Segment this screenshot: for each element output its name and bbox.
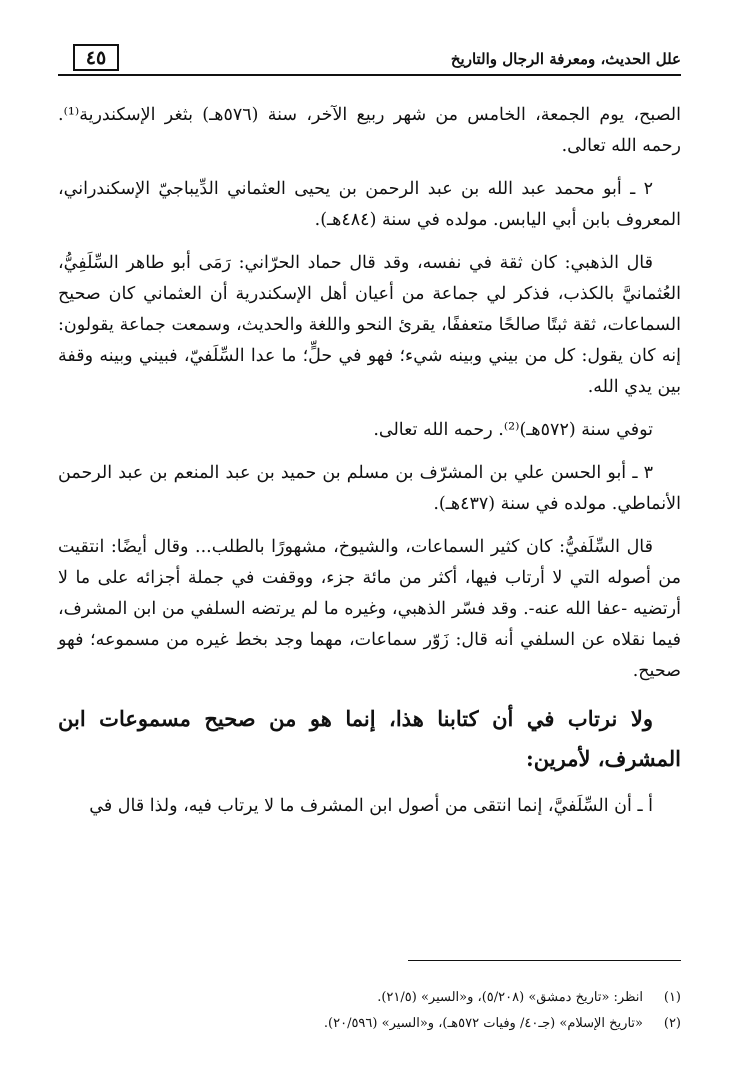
paragraph-biography-3: ٣ ـ أبو الحسن علي بن المشرّف بن مسلم بن حميد بن عبد المنعم بن عبد الرحمن الأنماطي. مولده في سنة (٤٣٧هـ). xyxy=(58,463,681,514)
footnote-item xyxy=(58,1011,681,1037)
paragraph-dhahabi-quote: قال الذهبي: كان ثقة في نفسه، وقد قال حماد الحرّاني: رَمَى أبو طاهر السِّلَفِيُّ، العُثمانيَّ بالكذب، فذكر لي جماعة من أعيان أهل الإسكندرية أن العثماني كان صحيح السماعات، ثقة ثبتًا صالحًا متعففًا، يقرئ النحو واللغة والحديث، وسمعت جماعة يقولون: إنه كان يقول: كل من بيني وبينه شيء؛ فهو في حلٍّ؛ ما عدا السِّلَفيّ، فبيني وبينه وقفة بين يدي الله. xyxy=(58,253,681,397)
paragraph-death-date: الصبح، يوم الجمعة، الخامس من شهر ربيع الآخر، سنة (٥٧٦هـ) بثغر الإسكندرية⁽¹⁾. رحمه الله تعالى. xyxy=(58,105,681,156)
footnote-number: (١) xyxy=(663,990,681,1005)
paragraph-bold-statement: ولا نرتاب في أن كتابنا هذا، إنما هو من صحيح مسموعات ابن المشرف، لأمرين: xyxy=(58,706,681,771)
paragraph-reason-a: أ ـ أن السِّلَفيَّ، إنما انتقى من أصول ابن المشرف ما لا يرتاب فيه، ولذا قال في xyxy=(89,796,653,816)
page-number: ٤٥ xyxy=(73,44,119,71)
footnotes xyxy=(58,985,681,1037)
footnote-number: (٢) xyxy=(663,1016,681,1031)
footnote-rule xyxy=(408,960,681,961)
footnote-text: انظر: «تاريخ دمشق» (٥/٢٠٨)، و«السير» (٢١/٥). xyxy=(377,990,643,1005)
footnote-text: «تاريخ الإسلام» (جـ٤٠/ وفيات ٥٧٢هـ)، و«السير» (٢٠/٥٩٦). xyxy=(323,1016,643,1031)
footnote-item xyxy=(58,985,681,1011)
paragraph-silafi-quote: قال السِّلَفيُّ: كان كثير السماعات، والشيوخ، مشهورًا بالطلب... وقال أيضًا: انتقيت من أصوله التي لا أرتاب فيها، أكثر من مائة جزء، ووقفت في جملة أجزائه على ما لا أرتضيه -عفا الله عنه-. وقد فسّر الذهبي، وغيره ما لم يرتضه السلفي من ابن المشرف، فيما نقلاه عن السلفي أنه قال: زَوّر سماعات، مهما وجد بخط غيره من مسموعه؛ فهو صحيح. xyxy=(58,537,681,681)
page-body xyxy=(58,100,681,834)
paragraph-biography-2: ٢ ـ أبو محمد عبد الله بن عبد الرحمن بن يحيى العثماني الدِّيباجيّ الإسكندراني، المعروف بابن أبي اليابس. مولده في سنة (٤٨٤هـ). xyxy=(58,179,681,230)
running-title: علل الحديث، ومعرفة الرجال والتاريخ xyxy=(450,50,681,68)
paragraph-death-572: توفي سنة (٥٧٢هـ)⁽²⁾. رحمه الله تعالى. xyxy=(373,420,653,440)
header-rule xyxy=(58,74,681,76)
